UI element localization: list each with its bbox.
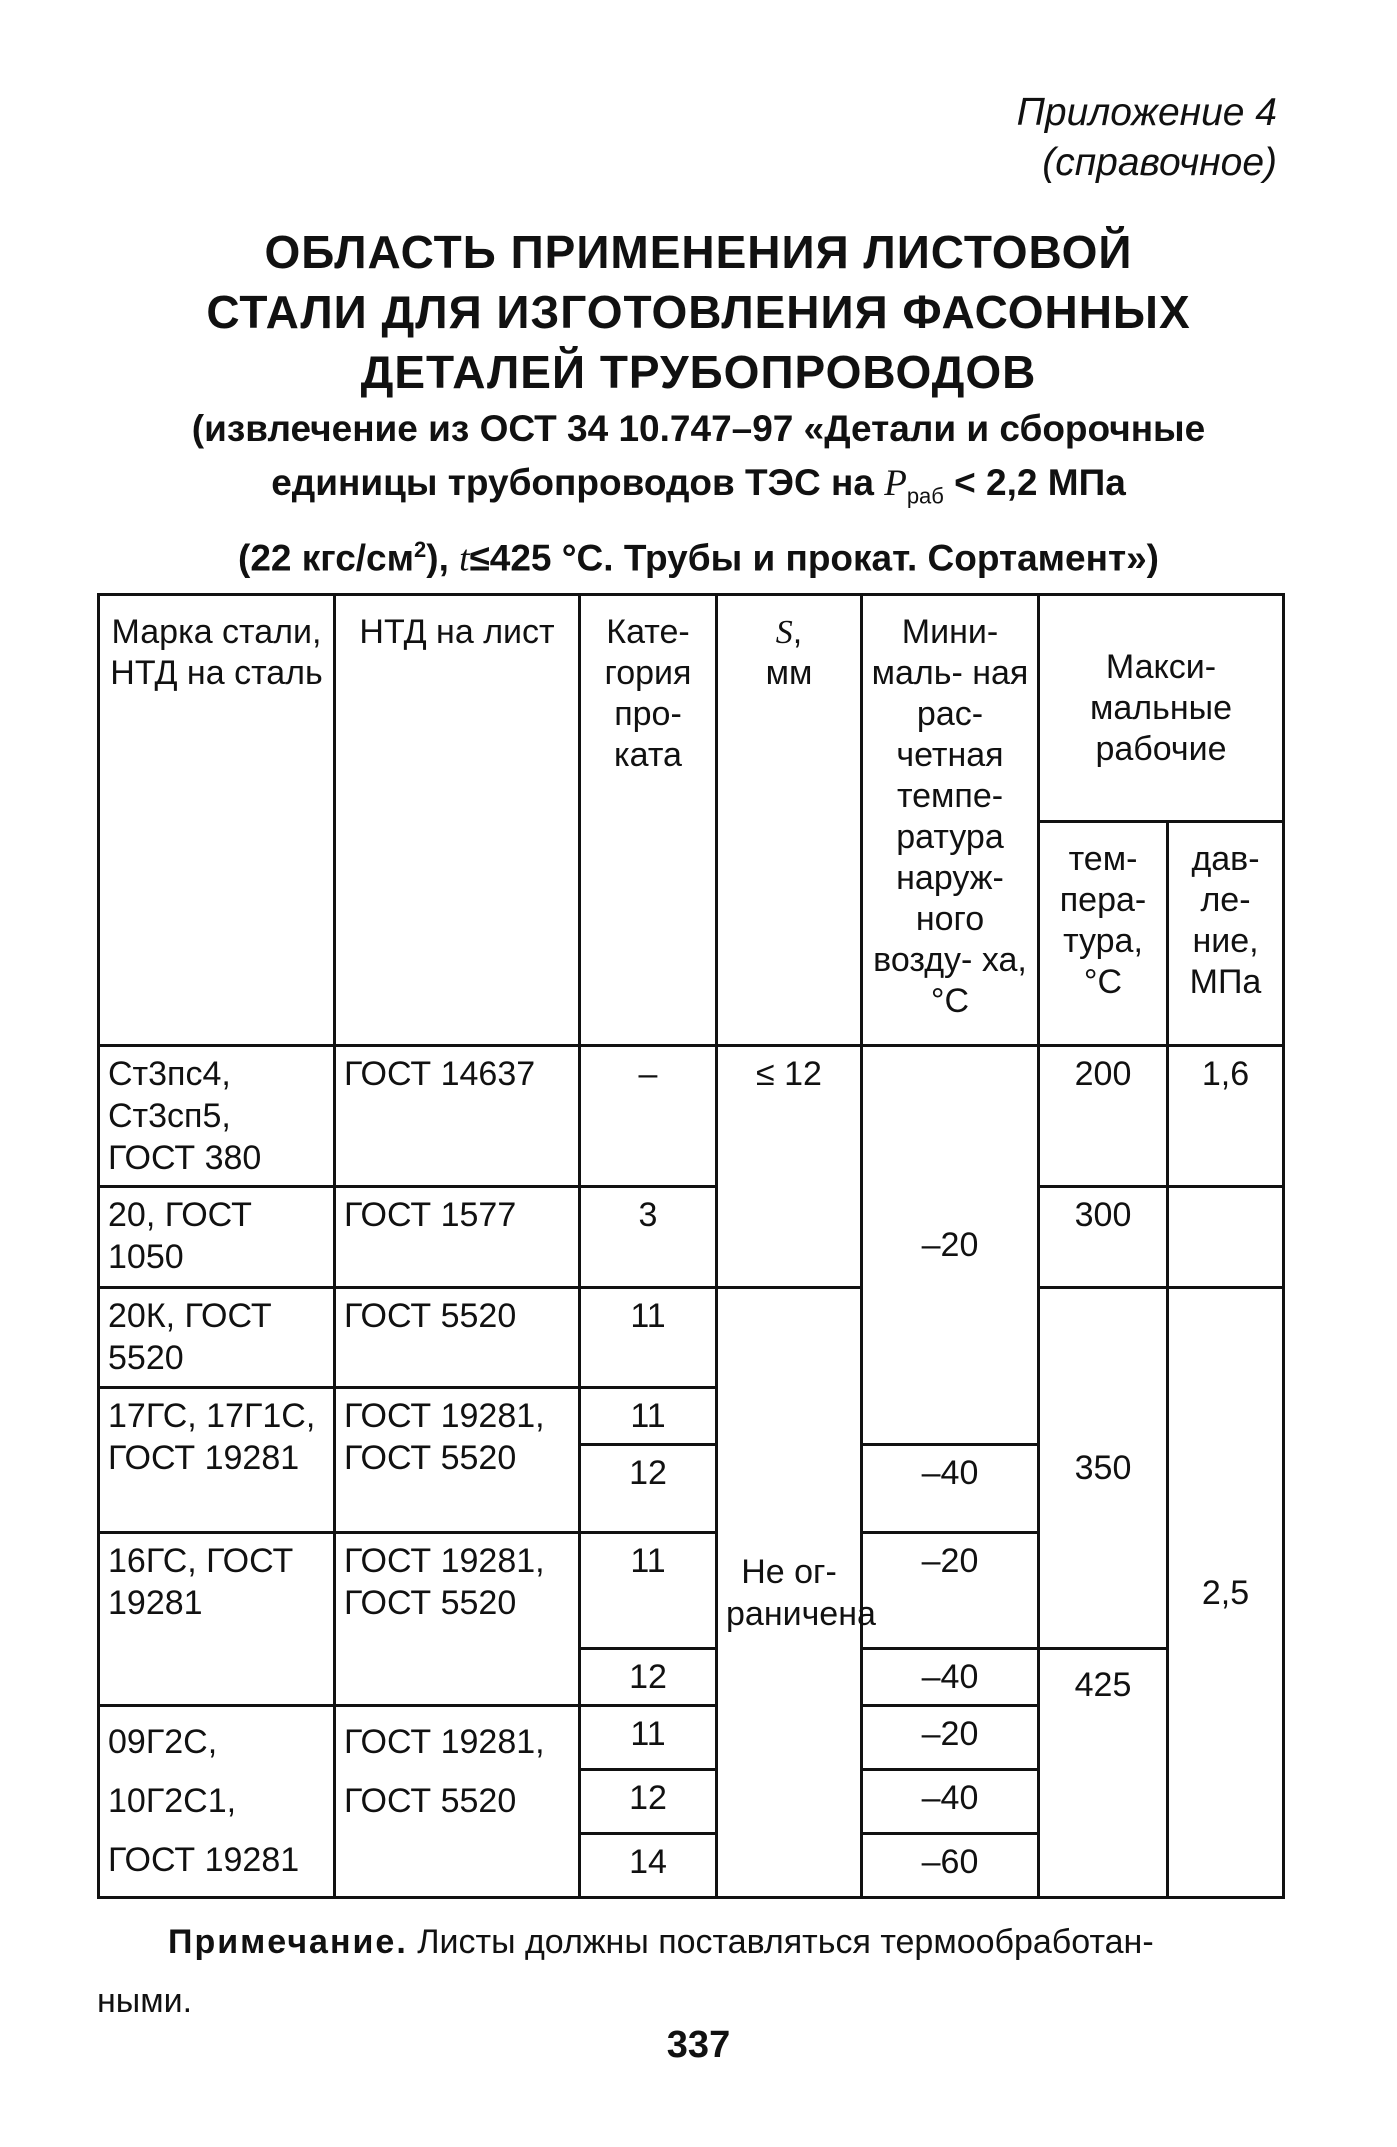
footnote-label: Примечание. — [168, 1923, 408, 1961]
cell-grade: 17ГС, 17Г1С, ГОСТ 19281 — [99, 1388, 335, 1533]
cell-grade: 09Г2С, 10Г2С1, ГОСТ 19281 — [99, 1706, 335, 1898]
subtitle-text: (22 кгс/см — [238, 537, 415, 579]
cell-ntd: ГОСТ 5520 — [335, 1288, 580, 1388]
footnote — [168, 1913, 1288, 1971]
cell-category: 11 — [580, 1288, 717, 1388]
cell-category: 12 — [580, 1770, 717, 1834]
cell-thickness: ≤ 12 — [717, 1046, 862, 1288]
cell-ntd: ГОСТ 19281, ГОСТ 5520 — [335, 1533, 580, 1706]
cell-min-temperature: –60 — [862, 1834, 1039, 1898]
cell-ntd: ГОСТ 14637 — [335, 1046, 580, 1187]
header-category: Кате- гория про- ката — [580, 595, 717, 1046]
cell-category: 11 — [580, 1388, 717, 1445]
subtitle-line-2 — [0, 456, 1397, 523]
subtitle-text: ≤425 °С. Трубы и прокат. Сортамент») — [469, 537, 1159, 579]
cell-max-pressure: 1,6 — [1168, 1046, 1284, 1187]
cell-max-temperature: 425 — [1039, 1649, 1168, 1898]
appendix-number: Приложение 4 — [1016, 91, 1277, 134]
cell-category: – — [580, 1046, 717, 1187]
title-line-1: ОБЛАСТЬ ПРИМЕНЕНИЯ ЛИСТОВОЙ — [264, 226, 1133, 278]
cell-ntd: ГОСТ 1577 — [335, 1187, 580, 1288]
subtitle-line-3 — [0, 523, 1397, 586]
page-title — [0, 222, 1397, 402]
cell-min-temperature: –40 — [862, 1649, 1039, 1706]
cell-thickness-unlimited: Не ог- раничена — [717, 1288, 862, 1898]
title-line-3: ДЕТАЛЕЙ ТРУБОПРОВОДОВ — [360, 346, 1037, 398]
cell-ntd: ГОСТ 19281, ГОСТ 5520 — [335, 1706, 580, 1898]
header-ntd: НТД на лист — [335, 595, 580, 1046]
cell-category: 12 — [580, 1445, 717, 1533]
steel-application-table — [97, 593, 1285, 1899]
cell-grade: Ст3пс4, Ст3сп5, ГОСТ 380 — [99, 1046, 335, 1187]
page-number: 337 — [666, 2024, 731, 2066]
header-max-group: Макси- мальные рабочие — [1039, 595, 1284, 822]
cell-grade: 16ГС, ГОСТ 19281 — [99, 1533, 335, 1706]
cell-max-temperature: 200 — [1039, 1046, 1168, 1187]
pressure-subscript: раб — [906, 483, 944, 509]
cell-ntd: ГОСТ 19281, ГОСТ 5520 — [335, 1388, 580, 1533]
cell-max-pressure-empty — [1168, 1187, 1284, 1288]
footnote-continuation: ными. — [97, 1982, 193, 2020]
page-subtitle — [0, 402, 1397, 587]
cell-max-temperature: 350 — [1039, 1288, 1168, 1649]
cell-min-temperature: –20 — [862, 1533, 1039, 1649]
cell-category: 14 — [580, 1834, 717, 1898]
cell-min-temperature: –40 — [862, 1770, 1039, 1834]
thickness-symbol: S — [775, 614, 793, 651]
header-max-pressure: дав- ле- ние, МПа — [1168, 822, 1284, 1046]
cell-category: 11 — [580, 1706, 717, 1770]
thickness-unit: мм — [765, 654, 813, 692]
appendix-type: (справочное) — [1042, 141, 1277, 184]
cell-category: 12 — [580, 1649, 717, 1706]
subtitle-text: < 2,2 МПа — [943, 462, 1126, 503]
appendix-label — [1017, 88, 1277, 188]
footnote-text: Листы должны поставляться термообработан- — [407, 1923, 1154, 1961]
unit-superscript: 2 — [414, 537, 427, 563]
cell-grade: 20К, ГОСТ 5520 — [99, 1288, 335, 1388]
subtitle-line-1: (извлечение из ОСТ 34 10.747–97 «Детали и сборочные — [191, 408, 1206, 449]
cell-min-temperature: –20 — [862, 1706, 1039, 1770]
temperature-symbol: t — [459, 538, 470, 580]
cell-min-temperature: –20 — [862, 1046, 1039, 1445]
cell-category: 11 — [580, 1533, 717, 1649]
cell-max-pressure: 2,5 — [1168, 1288, 1284, 1898]
subtitle-text: единицы трубопроводов ТЭС на — [271, 462, 885, 503]
cell-grade: 20, ГОСТ 1050 — [99, 1187, 335, 1288]
header-grade: Марка стали, НТД на сталь — [99, 595, 335, 1046]
title-line-2: СТАЛИ ДЛЯ ИЗГОТОВЛЕНИЯ ФАСОННЫХ — [206, 286, 1191, 338]
cell-max-temperature: 300 — [1039, 1187, 1168, 1288]
header-max-temperature: тем- пера- тура, °С — [1039, 822, 1168, 1046]
header-min-temperature: Мини- маль- ная рас- четная темпе- ратура наруж- ного возду- ха, °С — [862, 595, 1039, 1046]
cell-category: 3 — [580, 1187, 717, 1288]
subtitle-text: ), — [426, 537, 460, 579]
cell-min-temperature: –40 — [862, 1445, 1039, 1533]
pressure-symbol: P — [884, 463, 907, 504]
header-thickness: S, мм — [717, 595, 862, 1046]
